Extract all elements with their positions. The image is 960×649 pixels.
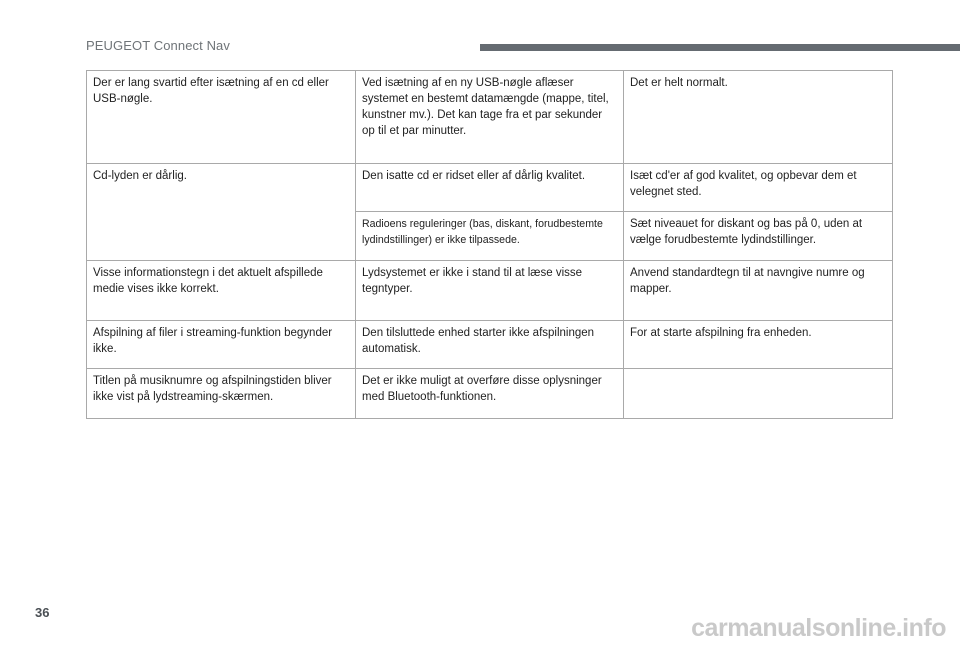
troubleshooting-table [86, 70, 893, 419]
table-row [87, 261, 893, 321]
cause-cell: Lydsystemet er ikke i stand til at læse visse tegntyper. [356, 261, 624, 321]
table-row [87, 71, 893, 164]
cause-cell: Det er ikke muligt at overføre disse oplysninger med Bluetooth-funktionen. [356, 369, 624, 419]
document-title: PEUGEOT Connect Nav [86, 38, 230, 53]
problem-cell: Der er lang svartid efter isætning af en cd eller USB-nøgle. [87, 71, 356, 164]
solution-cell: Sæt niveauet for diskant og bas på 0, uden at vælge forudbestemte lydindstillinger. [624, 212, 893, 261]
table-row [87, 321, 893, 369]
solution-cell: Det er helt normalt. [624, 71, 893, 164]
cause-cell: Radioens reguleringer (bas, diskant, forudbestemte lydindstillinger) er ikke tilpassede. [356, 212, 624, 261]
cause-cell: Den isatte cd er ridset eller af dårlig kvalitet. [356, 164, 624, 212]
problem-cell: Visse informationstegn i det aktuelt afspillede medie vises ikke korrekt. [87, 261, 356, 321]
header-accent-bar [480, 44, 960, 51]
cause-cell: Ved isætning af en ny USB-nøgle aflæser systemet en bestemt datamængde (mappe, titel, kunstner mv.). Det kan tage fra et par sekunder op til et par minutter. [356, 71, 624, 164]
page-number: 36 [35, 605, 50, 620]
problem-cell: Titlen på musiknumre og afspilningstiden bliver ikke vist på lydstreaming-skærmen. [87, 369, 356, 419]
solution-cell: For at starte afspilning fra enheden. [624, 321, 893, 369]
problem-cell: Afspilning af filer i streaming-funktion begynder ikke. [87, 321, 356, 369]
table-row [87, 164, 893, 212]
solution-cell [624, 369, 893, 419]
table-row [87, 369, 893, 419]
problem-cell: Cd-lyden er dårlig. [87, 164, 356, 261]
solution-cell: Isæt cd'er af god kvalitet, og opbevar dem et velegnet sted. [624, 164, 893, 212]
watermark-text: carmanualsonline.info [691, 614, 946, 642]
solution-cell: Anvend standardtegn til at navngive numre og mapper. [624, 261, 893, 321]
cause-cell: Den tilsluttede enhed starter ikke afspilningen automatisk. [356, 321, 624, 369]
